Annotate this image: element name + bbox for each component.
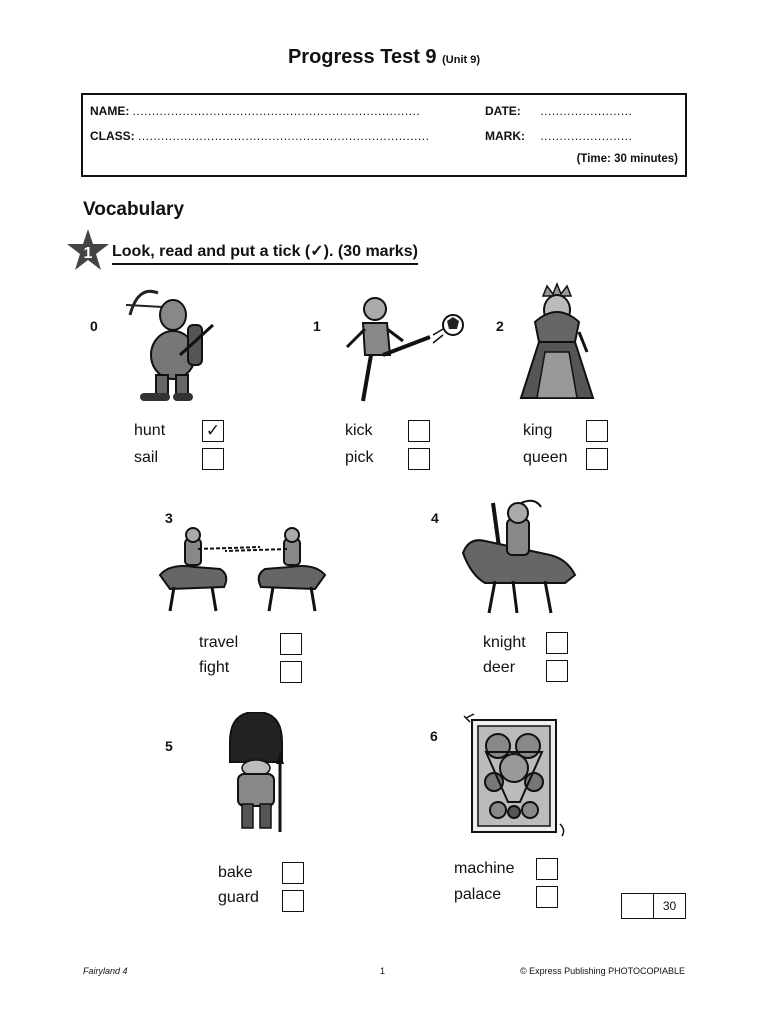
option-word: hunt <box>134 422 166 439</box>
exercise-number: 1 <box>83 245 93 262</box>
copyright-notice: © Express Publishing PHOTOCOPIABLE <box>519 966 685 976</box>
queen-icon <box>515 282 600 402</box>
name-label: NAME: <box>90 104 130 118</box>
mark-row <box>485 129 632 143</box>
date-label: DATE: <box>485 104 521 118</box>
date-row <box>485 104 632 118</box>
tick-box[interactable] <box>408 420 430 442</box>
section-heading: Vocabulary <box>83 199 185 220</box>
class-label: CLASS: <box>90 129 135 143</box>
score-box <box>621 893 686 919</box>
score-total: 30 <box>662 899 677 913</box>
mark-label: MARK: <box>485 129 525 143</box>
knights-jousting-icon <box>150 525 335 617</box>
item-number: 6 <box>430 728 438 744</box>
tick-box[interactable]: ✓ <box>202 420 224 442</box>
item-number: 1 <box>313 318 321 334</box>
item-number: 3 <box>165 510 173 526</box>
footer-book-title: Fairyland 4 <box>83 966 128 976</box>
archer-icon <box>118 285 218 403</box>
class-field[interactable]: ............................................................................ <box>138 129 430 143</box>
page-number: 1 <box>380 966 386 976</box>
item-number: 4 <box>431 510 439 526</box>
option-word: fight <box>199 659 230 676</box>
option-word: knight <box>483 634 526 651</box>
score-field[interactable] <box>622 894 654 918</box>
class-row <box>90 129 429 143</box>
option-word: guard <box>218 889 259 906</box>
tick-box[interactable] <box>536 886 558 908</box>
option-word: queen <box>523 449 568 466</box>
boy-kicking-ball-icon <box>335 295 470 407</box>
name-field[interactable]: ........................................................................... <box>132 104 421 118</box>
tick-box[interactable] <box>280 633 302 655</box>
tick-box[interactable] <box>586 420 608 442</box>
option-word: travel <box>199 634 239 651</box>
tick-box[interactable] <box>282 890 304 912</box>
option-word: bake <box>218 864 253 881</box>
test-title: Progress Test 9 <box>287 46 437 68</box>
gear-machine-icon <box>462 712 572 842</box>
tick-box[interactable] <box>586 448 608 470</box>
option-word: palace <box>454 886 502 903</box>
item-number: 5 <box>165 738 173 754</box>
option-word: pick <box>345 449 374 466</box>
item-number: 2 <box>496 318 504 334</box>
item-number: 0 <box>90 318 98 334</box>
option-word: king <box>523 422 553 439</box>
tick-box[interactable] <box>546 632 568 654</box>
tick-box[interactable] <box>408 448 430 470</box>
royal-guard-icon <box>222 712 294 834</box>
option-word: sail <box>134 449 159 466</box>
student-info-box <box>81 93 687 177</box>
option-word: kick <box>345 422 373 439</box>
option-word: deer <box>483 659 516 676</box>
star-icon <box>66 228 110 272</box>
tick-box[interactable] <box>546 660 568 682</box>
tick-box[interactable] <box>282 862 304 884</box>
exercise-instruction: Look, read and put a tick (✓). (30 marks) <box>112 241 418 265</box>
page-title <box>0 46 768 69</box>
time-limit: (Time: 30 minutes) <box>576 153 678 165</box>
tick-box[interactable] <box>202 448 224 470</box>
unit-label: (Unit 9) <box>442 54 481 66</box>
date-field[interactable]: ........................ <box>540 104 633 118</box>
option-word: machine <box>454 860 515 877</box>
tick-box[interactable] <box>280 661 302 683</box>
knight-on-horse-icon <box>455 495 585 617</box>
name-row <box>90 104 420 118</box>
tick-box[interactable] <box>536 858 558 880</box>
mark-field[interactable]: ........................ <box>540 129 633 143</box>
